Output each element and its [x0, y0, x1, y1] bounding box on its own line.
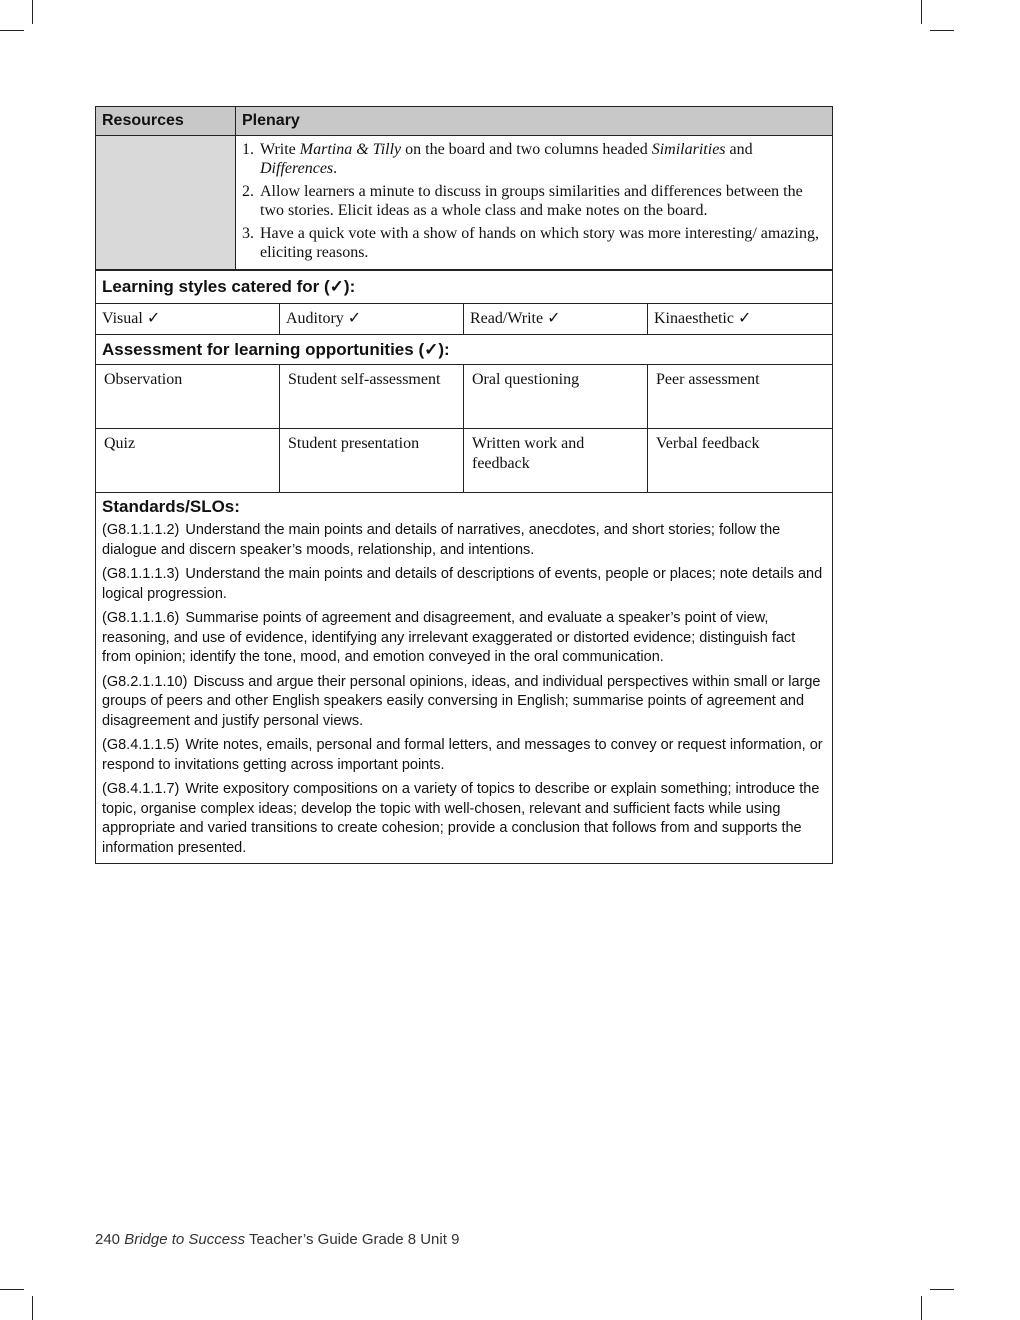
learning-styles-title: Learning styles catered for (✓): [95, 269, 833, 303]
assessment-title: Assessment for learning opportunities (✓): [95, 334, 833, 364]
item-text: Have a quick vote with a show of hands on which story was more interesting/ amazing, eliciting reasons. [260, 225, 819, 261]
standard-code: (G8.1.1.1.6) [102, 610, 180, 626]
text: on the board and two columns headed [401, 141, 652, 158]
standard-text: Understand the main points and details of descriptions of events, people or places; note details and logical progression. [102, 566, 823, 602]
learning-style-visual: Visual ✓ [96, 304, 280, 334]
item-number: 1. [242, 141, 254, 158]
standard-text: Write notes, emails, personal and formal letters, and messages to convey or request information, or respond to invitations getting across important points. [102, 737, 823, 773]
text: Write [260, 141, 300, 158]
assessment-cell: Written work and feedback [464, 429, 648, 492]
standard-item [102, 780, 826, 858]
assessment-cell: Peer assessment [656, 371, 760, 388]
book-title: Bridge to Success [124, 1231, 246, 1248]
crop-mark [921, 0, 922, 24]
crop-mark [930, 1289, 954, 1290]
column-name: Similarities [651, 141, 726, 158]
learning-style-auditory: Auditory ✓ [280, 304, 464, 334]
item-number: 3. [242, 225, 254, 242]
standard-item [102, 673, 826, 732]
page-footer [95, 1231, 459, 1248]
text: . [333, 160, 338, 177]
plenary-list [242, 140, 824, 262]
standard-text: Understand the main points and details of narratives, anecdotes, and short stories; follow the dialogue and discern speaker’s moods, relationship, and intentions. [102, 522, 781, 558]
assessment-row [95, 364, 833, 428]
standard-text: Discuss and argue their personal opinions, ideas, and individual perspectives within small or large groups of peers and other English speakers easily conversing in English; summarise points of agreement and disagreement and justify personal views. [102, 673, 821, 729]
footer-subtitle: Teacher’s Guide Grade 8 Unit 9 [249, 1231, 460, 1248]
plenary-cell [236, 136, 832, 269]
story-title: Martina & Tilly [299, 141, 402, 158]
crop-mark [930, 30, 954, 31]
plenary-item [242, 224, 824, 262]
standard-item [102, 609, 826, 668]
standard-item [102, 736, 826, 775]
plenary-header: Plenary [242, 112, 300, 129]
learning-style-read-write: Read/Write ✓ [464, 304, 648, 334]
standard-code: (G8.1.1.1.3) [102, 566, 180, 582]
standard-code: (G8.4.1.1.5) [102, 737, 180, 753]
plenary-item [242, 182, 824, 220]
standard-text: Summarise points of agreement and disagreement, and evaluate a speaker’s point of view, reasoning, and use of evidence, identifying any irrelevant exaggerated or distorted evidence; distinguish fact from opinion; identify the tone, mood, and emotion conveyed in the oral communication. [102, 610, 796, 665]
item-number: 2. [242, 183, 254, 200]
standards-section [95, 492, 833, 864]
plenary-row [95, 135, 833, 269]
standard-text: Write expository compositions on a variety of topics to describe or explain something; introduce the topic, organise complex ideas; develop the topic with well-chosen, relevant and sufficient facts while using appropriate and varied transitions to create cohesion; provide a conclusion that follows from and supports the information presented. [102, 781, 820, 856]
page-number: 240 [95, 1231, 121, 1248]
text: and [725, 141, 753, 158]
standard-code: (G8.1.1.1.2) [102, 522, 180, 538]
standard-item [102, 565, 826, 604]
standards-title: Standards/SLOs: [102, 497, 240, 516]
crop-mark [0, 30, 24, 31]
item-text: Allow learners a minute to discuss in groups similarities and differences between the two stories. Elicit ideas as a whole class and make notes on the board. [260, 183, 803, 219]
plenary-item [242, 140, 824, 178]
assessment-cell: Student self-assessment [280, 365, 464, 428]
assessment-cell: Quiz [96, 429, 280, 492]
lesson-table [95, 106, 833, 864]
assessment-cell: Verbal feedback [656, 435, 760, 452]
assessment-cell: Student presentation [280, 429, 464, 492]
crop-mark [32, 0, 33, 24]
crop-mark [32, 1296, 33, 1320]
assessment-cell: Observation [96, 365, 280, 428]
learning-styles-row [95, 303, 833, 334]
resources-cell [96, 136, 236, 269]
standard-code: (G8.4.1.1.7) [102, 781, 180, 797]
resources-header: Resources [96, 107, 236, 135]
column-name: Differences [260, 160, 334, 177]
crop-mark [921, 1296, 922, 1320]
standard-item [102, 521, 826, 560]
assessment-row [95, 428, 833, 492]
standard-code: (G8.2.1.1.10) [102, 673, 188, 690]
table-header-row [95, 106, 833, 135]
crop-mark [0, 1289, 24, 1290]
learning-style-kinaesthetic: Kinaesthetic ✓ [654, 310, 752, 327]
assessment-cell: Oral questioning [464, 365, 648, 428]
